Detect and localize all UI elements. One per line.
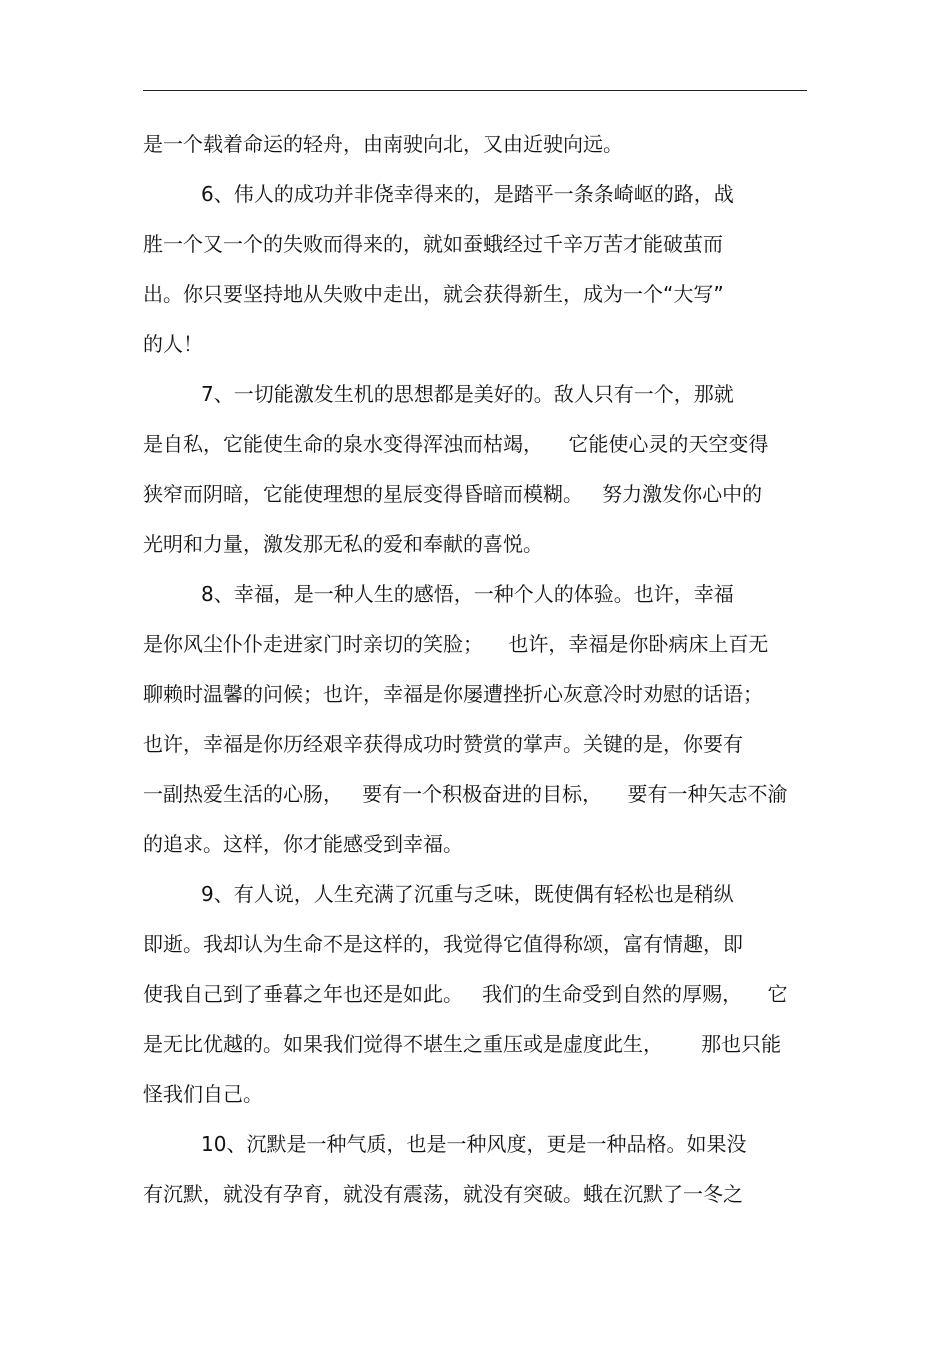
- text-line: 有沉默，就没有孕育，就没有震荡，就没有突破。蛾在沉默了一冬之: [143, 1182, 743, 1206]
- paragraph-7-line: 7、一切能激发生机的思想都是美好的。敌人只有一个，那就: [201, 382, 734, 406]
- text-line: 聊赖时温馨的问候；也许，幸福是你屡遭挫折心灰意冷时劝慰的话语；: [143, 682, 763, 706]
- text-line: 使我自己到了垂暮之年也还是如此。 我们的生命受到自然的厚赐， 它: [143, 982, 788, 1006]
- text-line: 胜一个又一个的失败而得来的，就如蚕蛾经过千辛万苦才能破茧而: [143, 232, 723, 256]
- header-rule: [143, 90, 807, 91]
- text-line: 是你风尘仆仆走进家门时亲切的笑脸； 也许，幸福是你卧病床上百无: [143, 632, 769, 656]
- text-line: 是一个载着命运的轻舟，由南驶向北，又由近驶向远。: [143, 132, 623, 156]
- text-line: 光明和力量，激发那无私的爱和奉献的喜悦。: [143, 532, 543, 556]
- paragraph-10-line: 10、沉默是一种气质，也是一种风度，更是一种品格。如果没: [201, 1132, 747, 1156]
- text-line: 是无比优越的。如果我们觉得不堪生之重压或是虚度此生， 那也只能: [143, 1032, 782, 1056]
- text-line: 是自私，它能使生命的泉水变得浑浊而枯竭， 它能使心灵的天空变得: [143, 432, 769, 456]
- paragraph-6-line: 6、伟人的成功并非侥幸得来的，是踏平一条条崎岖的路，战: [201, 182, 734, 206]
- text-line: 也许，幸福是你历经艰辛获得成功时赞赏的掌声。关键的是，你要有: [143, 732, 743, 756]
- paragraph-9-line: 9、有人说，人生充满了沉重与乏味，既使偶有轻松也是稍纵: [201, 882, 734, 906]
- text-line: 的追求。这样，你才能感受到幸福。: [143, 832, 463, 856]
- text-line: 狭窄而阴暗，它能使理想的星辰变得昏暗而模糊。 努力激发你心中的: [143, 482, 763, 506]
- text-line: 的人！: [143, 332, 203, 356]
- paragraph-8-line: 8、幸福，是一种人生的感悟，一种个人的体验。也许，幸福: [201, 582, 734, 606]
- text-line: 即逝。我却认为生命不是这样的，我觉得它值得称颂，富有情趣，即: [143, 932, 743, 956]
- text-line: 出。你只要坚持地从失败中走出，就会获得新生，成为一个“大写”: [143, 282, 724, 306]
- text-line: 一副热爱生活的心肠， 要有一个积极奋进的目标， 要有一种矢志不渝: [143, 782, 788, 806]
- text-line: 怪我们自己。: [143, 1082, 263, 1106]
